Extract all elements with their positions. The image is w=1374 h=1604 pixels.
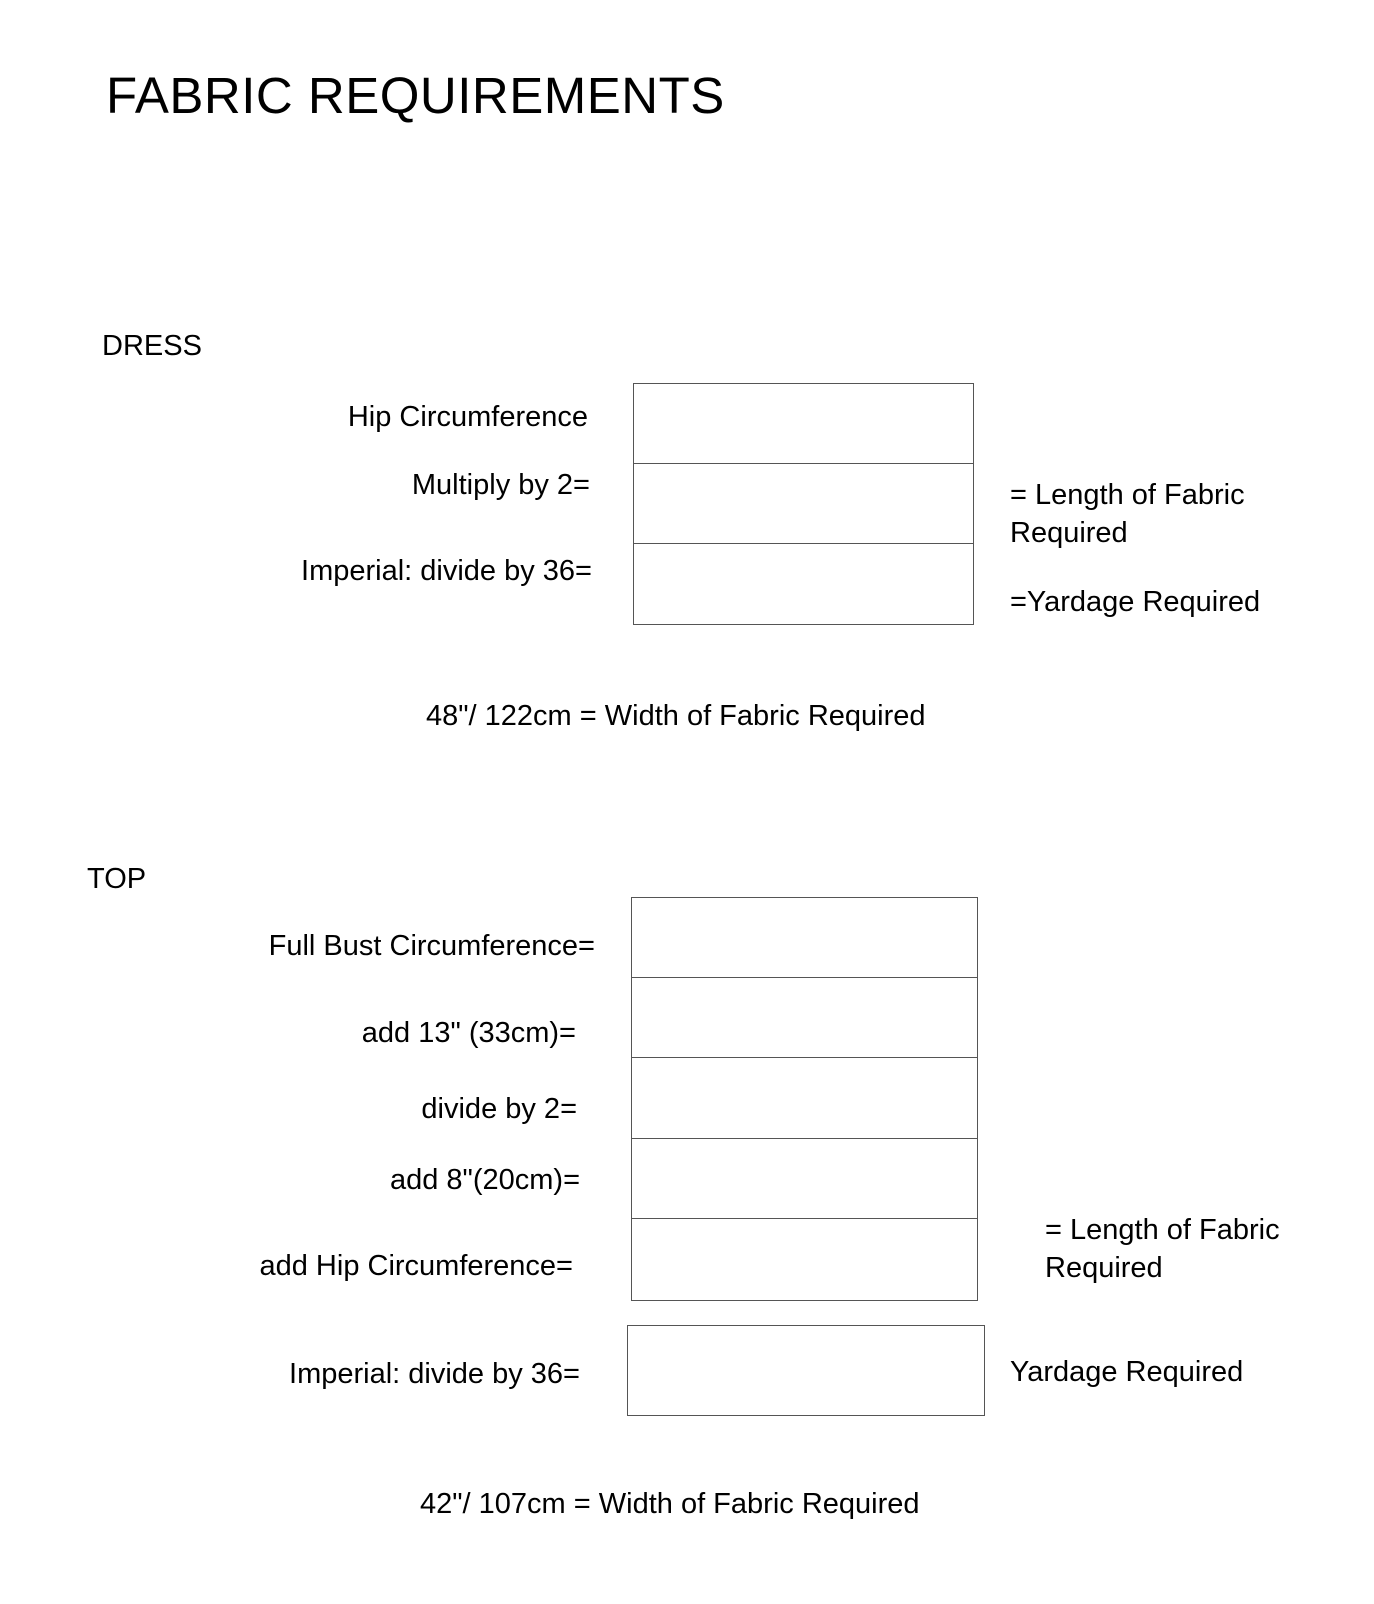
dress-width-note: 48"/ 122cm = Width of Fabric Required	[426, 700, 926, 732]
dress-row-label-imperial: Imperial: divide by 36=	[301, 555, 592, 587]
top-length-note	[1045, 1211, 1280, 1287]
dress-length-note-line1: = Length of Fabric	[1010, 479, 1245, 511]
top-yardage-note: Yardage Required	[1010, 1356, 1244, 1388]
top-length-note-line2: Required	[1045, 1252, 1163, 1284]
top-divide2-input-box[interactable]	[631, 1057, 978, 1139]
top-row-label-add8: add 8"(20cm)=	[389, 1164, 580, 1196]
dress-yardage-note: =Yardage Required	[1010, 586, 1261, 618]
dress-imperial-input-box[interactable]	[633, 543, 974, 625]
top-length-note-line1: = Length of Fabric	[1045, 1214, 1280, 1246]
top-width-note: 42"/ 107cm = Width of Fabric Required	[420, 1488, 920, 1520]
top-row-label-imperial: Imperial: divide by 36=	[289, 1358, 580, 1390]
dress-heading: DRESS	[102, 330, 202, 362]
top-row-label-divide2: divide by 2=	[421, 1093, 577, 1125]
top-heading: TOP	[87, 863, 147, 895]
top-imperial-input-box[interactable]	[627, 1325, 985, 1416]
dress-length-note	[1010, 476, 1245, 552]
top-row-label-bust: Full Bust Circumference=	[268, 930, 595, 962]
top-row-label-add13: add 13" (33cm)=	[361, 1017, 576, 1049]
top-row-label-addhip: add Hip Circumference=	[259, 1250, 573, 1282]
page-title: FABRIC REQUIREMENTS	[106, 67, 725, 124]
dress-row-label-hip: Hip Circumference	[347, 401, 588, 433]
dress-hip-input-box[interactable]	[633, 383, 974, 465]
top-bust-input-box[interactable]	[631, 897, 978, 979]
top-addhip-input-box[interactable]	[631, 1218, 978, 1301]
dress-length-note-line2: Required	[1010, 517, 1128, 549]
dress-row-label-multiply: Multiply by 2=	[411, 469, 590, 501]
dress-multiply-input-box[interactable]	[633, 463, 974, 545]
top-add13-input-box[interactable]	[631, 977, 978, 1059]
top-add8-input-box[interactable]	[631, 1138, 978, 1220]
